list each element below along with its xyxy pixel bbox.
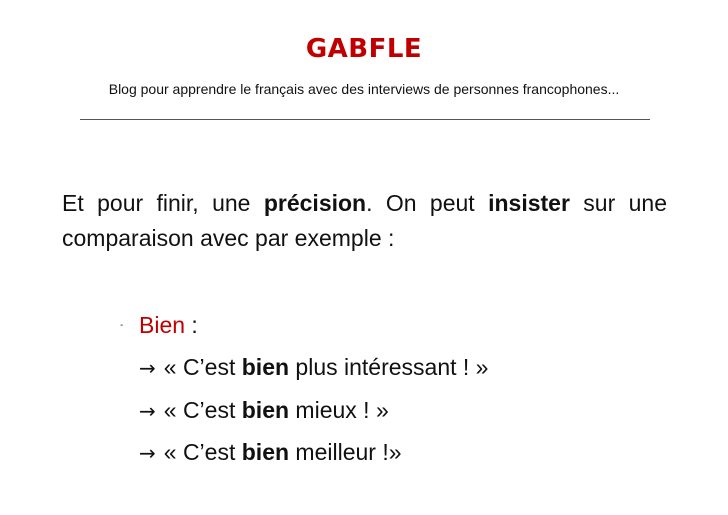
list-heading <box>139 310 198 340</box>
list-bullet: - <box>120 320 124 331</box>
example-line <box>139 437 402 468</box>
list-colon: : <box>185 312 198 338</box>
intro-paragraph <box>62 186 667 256</box>
intro-text-1: Et pour finir, une <box>62 190 264 216</box>
example-bold: bien <box>241 439 290 465</box>
arrow-icon: → <box>139 441 156 465</box>
example-text-before: « C’est <box>163 397 242 423</box>
page-title: GABFLE <box>305 34 423 64</box>
intro-text-3: sur une comparaison avec par exemple : <box>62 190 668 251</box>
example-text-after: meilleur !» <box>289 439 402 465</box>
arrow-icon: → <box>139 356 156 380</box>
example-text-before: « C’est <box>163 354 242 380</box>
example-text-after: plus intéressant ! » <box>289 354 489 380</box>
arrow-icon: → <box>139 399 156 423</box>
intro-text-2: . On peut <box>366 190 489 216</box>
example-text-after: mieux ! » <box>289 397 389 423</box>
page-subtitle: Blog pour apprendre le français avec des interviews de personnes francophones... <box>108 81 620 97</box>
intro-bold-precision: précision <box>263 190 367 216</box>
example-line <box>139 395 389 426</box>
example-bold: bien <box>241 397 290 423</box>
example-bold: bien <box>241 354 290 380</box>
header-divider <box>80 119 650 120</box>
example-line <box>139 352 488 383</box>
example-text-before: « C’est <box>163 439 242 465</box>
intro-bold-insister: insister <box>488 190 570 216</box>
list-keyword: Bien <box>139 312 186 338</box>
